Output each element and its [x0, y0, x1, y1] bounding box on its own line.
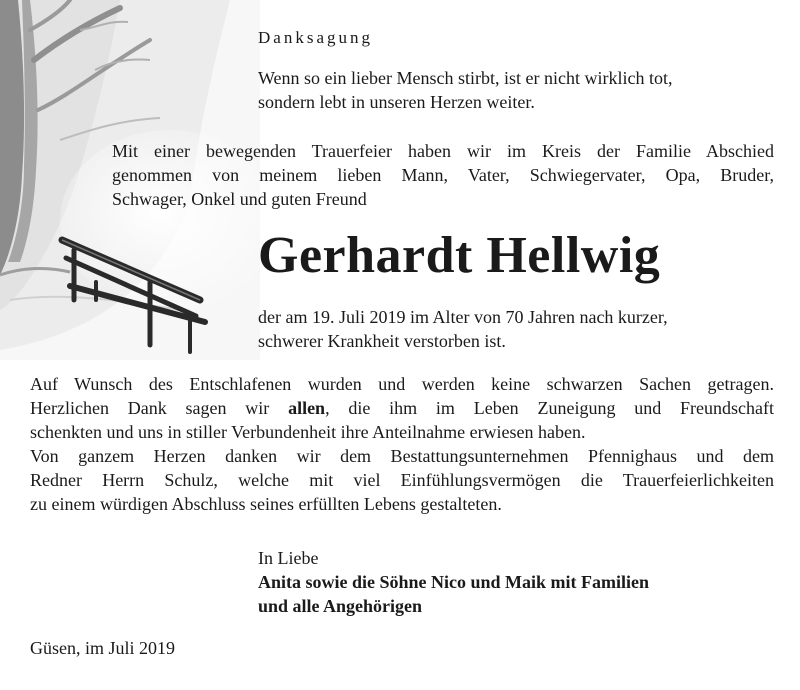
- closing-in-liebe: In Liebe: [258, 548, 319, 568]
- signatory-line-1: Anita sowie die Söhne Nico und Maik mit Familien: [258, 572, 650, 592]
- thanks-body: [30, 372, 774, 516]
- quote-line-2: sondern lebt in unseren Herzen weiter.: [258, 92, 535, 112]
- quote-block: [258, 66, 778, 114]
- thanks-text: Herzlichen Dank sagen wir: [30, 398, 289, 418]
- death-line-1: der am 19. Juli 2019 im Alter von 70 Jahren nach kurzer,: [258, 307, 668, 327]
- paragraph-no-black: Auf Wunsch des Entschlafenen wurden und werden keine schwarzen Sachen getragen.: [30, 374, 774, 394]
- paragraph-funeral-line-2: Redner Herrn Schulz, welche mit viel Einfühlungsvermögen die Trauerfeierlichkeiten: [30, 470, 774, 490]
- place-date: Güsen, im Juli 2019: [30, 638, 176, 658]
- intro-line-1: Mit einer bewegenden Trauerfeier haben wir im Kreis der Familie Abschied: [112, 141, 774, 161]
- paragraph-thanks-line-2: schenkten und uns in stiller Verbundenheit ihre Anteilnahme erwiesen haben.: [30, 422, 586, 442]
- intro-paragraph: [112, 139, 774, 211]
- death-line-2: schwerer Krankheit verstorben ist.: [258, 331, 506, 351]
- intro-line-3: Schwager, Onkel und guten Freund: [112, 189, 367, 209]
- heading-danksagung: Danksagung: [258, 28, 373, 47]
- quote-line-1: Wenn so ein lieber Mensch stirbt, ist er nicht wirklich tot,: [258, 68, 673, 88]
- thanks-text-rest: , die ihm im Leben Zuneigung und Freundschaft: [325, 398, 774, 418]
- paragraph-funeral-line-1: Von ganzem Herzen danken wir dem Bestattungsunternehmen Pfennighaus und dem: [30, 446, 774, 466]
- signatory-line-2: und alle Angehörigen: [258, 596, 423, 616]
- emphasis-allen: allen: [288, 398, 326, 418]
- signature-block: [258, 546, 649, 618]
- paragraph-funeral-line-3: zu einem würdigen Abschluss seines erfüllten Lebens gestalteten.: [30, 494, 502, 514]
- paragraph-thanks-line-1: [30, 396, 774, 420]
- intro-line-2: genommen von meinem lieben Mann, Vater, Schwiegervater, Opa, Bruder,: [112, 165, 774, 185]
- deceased-name: Gerhardt Hellwig: [258, 227, 661, 284]
- death-details: [258, 305, 774, 353]
